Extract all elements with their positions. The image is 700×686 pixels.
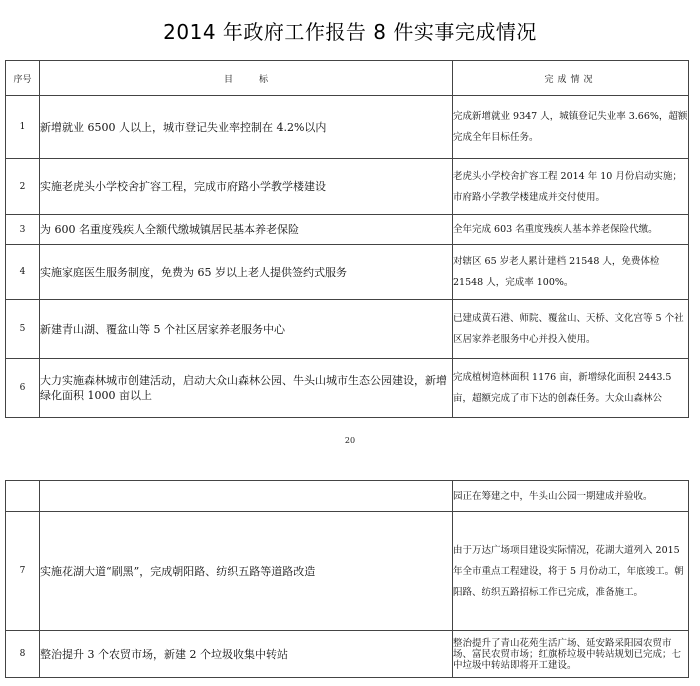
- row-result: 园正在筹建之中，牛头山公园一期建成并验收。: [453, 481, 689, 512]
- row-number: 6: [6, 359, 40, 418]
- header-no: 序号: [6, 61, 40, 96]
- row-goal: 新增就业 6500 人以上，城市登记失业率控制在 4.2%以内: [40, 96, 453, 159]
- page-number: 20: [344, 436, 356, 445]
- row-result: 对辖区 65 岁老人累计建档 21548 人，免费体检 21548 人，完成率 100%。: [453, 245, 689, 300]
- table-row: [6, 215, 689, 245]
- row-number: 1: [6, 96, 40, 159]
- row-number: 8: [6, 631, 40, 678]
- row-goal: 为 600 名重度残疾人全额代缴城镇居民基本养老保险: [40, 215, 453, 245]
- row-number: 7: [6, 512, 40, 631]
- row-result: 全年完成 603 名重度残疾人基本养老保险代缴。: [453, 215, 689, 245]
- page-title: 2014 年政府工作报告 8 件实事完成情况: [163, 20, 537, 44]
- row-result: 完成植树造林面积 1176 亩，新增绿化面积 2443.5 亩，超额完成了市下达的创森任务。大众山森林公: [453, 359, 689, 418]
- header-done: 完成情况: [453, 61, 689, 96]
- header-goal: 目标: [40, 61, 453, 96]
- row-result: 完成新增就业 9347 人，城镇登记失业率 3.66%，超额完成全年目标任务。: [453, 96, 689, 159]
- row-number: 4: [6, 245, 40, 300]
- row-goal: 整治提升 3 个农贸市场，新建 2 个垃圾收集中转站: [40, 631, 453, 678]
- row-result: 整治提升了青山花苑生活广场、延安路采阳园农贸市场、富民农贸市场；红旗桥垃圾中转站规划已完成；七中垃圾中转站即将开工建设。: [453, 631, 689, 678]
- table-row: [6, 159, 689, 215]
- table-row: [6, 359, 689, 418]
- row-result: 已建成黄石港、师院、覆盆山、天桥、文化宫等 5 个社区居家养老服务中心并投入使用。: [453, 300, 689, 359]
- row-number: 5: [6, 300, 40, 359]
- row-goal: 实施家庭医生服务制度，免费为 65 岁以上老人提供签约式服务: [40, 245, 453, 300]
- table-row: [6, 300, 689, 359]
- row-goal: 新建青山湖、覆盆山等 5 个社区居家养老服务中心: [40, 300, 453, 359]
- table-row: [6, 481, 689, 512]
- tasks-table-continued: [5, 480, 689, 678]
- row-goal: 实施老虎头小学校舍扩容工程，完成市府路小学教学楼建设: [40, 159, 453, 215]
- row-number: [6, 481, 40, 512]
- row-goal: 实施花湖大道“刷黑”，完成朝阳路、纺织五路等道路改造: [40, 512, 453, 631]
- table-row: [6, 631, 689, 678]
- row-goal: [40, 481, 453, 512]
- row-result: 由于万达广场项目建设实际情况，花湖大道列入 2015 年全市重点工程建设，将于 5 月份动工，年底竣工。朝阳路、纺织五路招标工作已完成，准备施工。: [453, 512, 689, 631]
- table-row: [6, 245, 689, 300]
- table-row: [6, 96, 689, 159]
- tasks-table: [5, 60, 689, 418]
- row-goal: 大力实施森林城市创建活动，启动大众山森林公园、牛头山城市生态公园建设，新增绿化面积 1000 亩以上: [40, 359, 453, 418]
- table-row: [6, 512, 689, 631]
- row-number: 3: [6, 215, 40, 245]
- row-number: 2: [6, 159, 40, 215]
- row-result: 老虎头小学校舍扩容工程 2014 年 10 月份启动实施；市府路小学教学楼建成并交付使用。: [453, 159, 689, 215]
- table-header-row: [6, 61, 689, 96]
